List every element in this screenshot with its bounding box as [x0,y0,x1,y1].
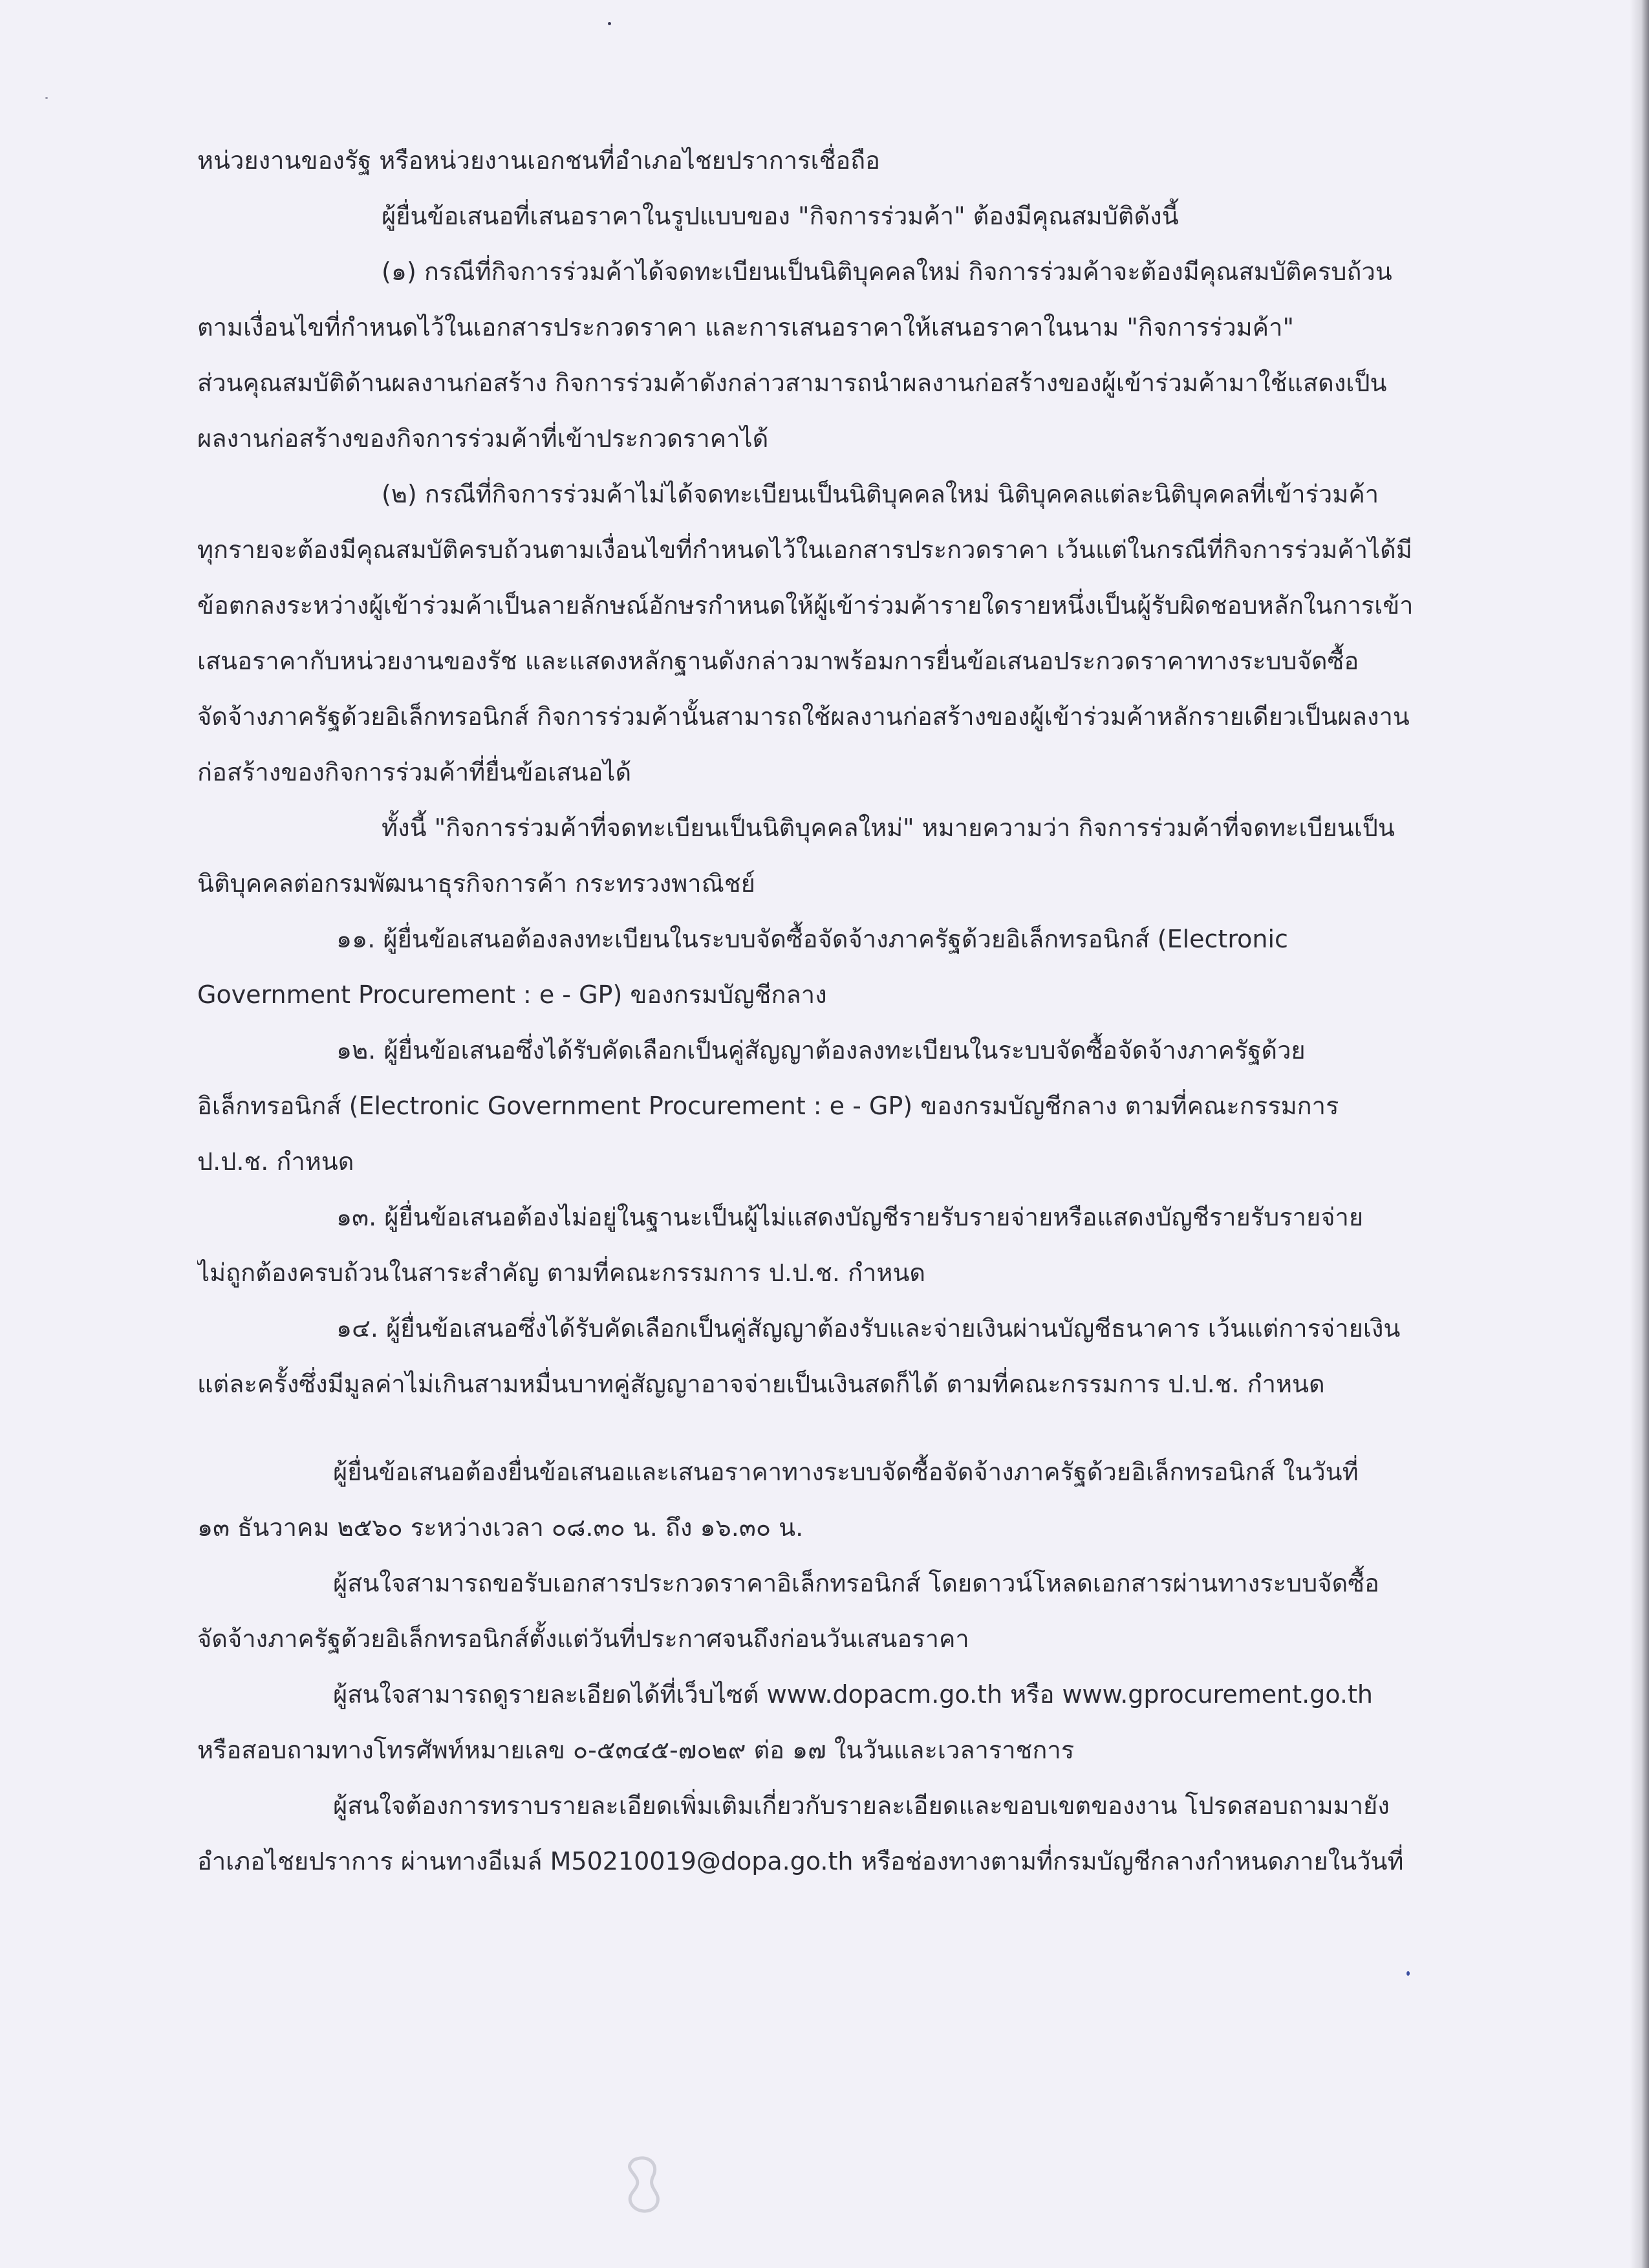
text-line: ทุกรายจะต้องมีคุณสมบัติครบถ้วนตามเงื่อนไขที่กำหนดไว้ในเอกสารประกวดราคา เว้นแต่ในกรณีที่กิจการร่วมค้าได้มี [197,535,1412,564]
text-line: ไม่ถูกต้องครบถ้วนในสาระสำคัญ ตามที่คณะกรรมการ ป.ป.ช. กำหนด [197,1258,926,1287]
text-line: แต่ละครั้งซึ่งมีมูลค่าไม่เกินสามหมื่นบาทคู่สัญญาอาจจ่ายเป็นเงินสดก็ได้ ตามที่คณะกรรมการ ป.ป.ช. กำหนด [197,1370,1325,1398]
text-line: ส่วนคุณสมบัติด้านผลงานก่อสร้าง กิจการร่วมค้าดังกล่าวสามารถนำผลงานก่อสร้างของผู้เข้าร่วมค้ามาใช้แสดงเป็น [197,369,1387,397]
paragraph-gap [197,1412,1445,1444]
text-line: ๑๓ ธันวาคม ๒๕๖๐ ระหว่างเวลา ๐๘.๓๐ น. ถึง ๑๖.๓๐ น. [197,1513,804,1542]
scan-blot [621,2154,666,2215]
scan-speck [608,22,611,25]
document-body [197,133,1445,1889]
text-line: (๑) กรณีที่กิจการร่วมค้าได้จดทะเบียนเป็นนิติบุคคลใหม่ กิจการร่วมค้าจะต้องมีคุณสมบัติครบถ้วน [382,257,1392,286]
text-line: ผู้ยื่นข้อเสนอที่เสนอราคาในรูปแบบของ "กิจการร่วมค้า" ต้องมีคุณสมบัติดังนี้ [382,202,1179,230]
text-line: ผู้สนใจสามารถดูรายละเอียดได้ที่เว็บไซต์ www.dopacm.go.th หรือ www.gprocurement.go.th [333,1680,1373,1709]
text-line: ผู้สนใจต้องการทราบรายละเอียดเพิ่มเติมเกี่ยวกับรายละเอียดและขอบเขตของงาน โปรดสอบถามมายัง [333,1791,1390,1820]
text-line: ๑๔. ผู้ยื่นข้อเสนอซึ่งได้รับคัดเลือกเป็นคู่สัญญาต้องรับและจ่ายเงินผ่านบัญชีธนาคาร เว้นแต่การจ่ายเงิน [336,1314,1401,1343]
text-line: ผู้สนใจสามารถขอรับเอกสารประกวดราคาอิเล็กทรอนิกส์ โดยดาวน์โหลดเอกสารผ่านทางระบบจัดซื้อ [333,1569,1379,1597]
text-line: จัดจ้างภาครัฐด้วยอิเล็กทรอนิกส์ กิจการร่วมค้านั้นสามารถใช้ผลงานก่อสร้างของผู้เข้าร่วมค้าหลักรายเดียวเป็นผลงาน [197,702,1410,731]
scan-speck [45,97,48,99]
text-line: ข้อตกลงระหว่างผู้เข้าร่วมค้าเป็นลายลักษณ์อักษรกำหนดให้ผู้เข้าร่วมค้ารายใดรายหนึ่งเป็นผู้รับผิดชอบหลักในการเข้า [197,591,1414,620]
text-line: ก่อสร้างของกิจการร่วมค้าที่ยื่นข้อเสนอได้ [197,758,632,786]
text-line: นิติบุคคลต่อกรมพัฒนาธุรกิจการค้า กระทรวงพาณิชย์ [197,869,755,898]
text-line: ตามเงื่อนไขที่กำหนดไว้ในเอกสารประกวดราคา และการเสนอราคาให้เสนอราคาในนาม "กิจการร่วมค้า" [197,313,1294,341]
text-line: ๑๒. ผู้ยื่นข้อเสนอซึ่งได้รับคัดเลือกเป็นคู่สัญญาต้องลงทะเบียนในระบบจัดซื้อจัดจ้างภาครัฐด้วย [336,1036,1306,1064]
text-line: ทั้งนี้ "กิจการร่วมค้าที่จดทะเบียนเป็นนิติบุคคลใหม่" หมายความว่า กิจการร่วมค้าที่จดทะเบียนเป็น [382,814,1395,842]
text-line: ผู้ยื่นข้อเสนอต้องยื่นข้อเสนอและเสนอราคาทางระบบจัดซื้อจัดจ้างภาครัฐด้วยอิเล็กทรอนิกส์ ในวันที่ [333,1458,1359,1486]
text-line: ผลงานก่อสร้างของกิจการร่วมค้าที่เข้าประกวดราคาได้ [197,424,769,453]
text-line: Government Procurement : e - GP) ของกรมบัญชีกลาง [197,980,827,1009]
text-line: ป.ป.ช. กำหนด [197,1147,354,1176]
text-line: หรือสอบถามทางโทรศัพท์หมายเลข ๐-๕๓๔๕-๗๐๒๙ ต่อ ๑๗ ในวันและเวลาราชการ [197,1736,1075,1764]
text-line: จัดจ้างภาครัฐด้วยอิเล็กทรอนิกส์ตั้งแต่วันที่ประกาศจนถึงก่อนวันเสนอราคา [197,1625,969,1653]
text-line: หน่วยงานของรัฐ หรือหน่วยงานเอกชนที่อำเภอไชยปราการเชื่อถือ [197,146,880,175]
page-edge-shadow [1630,0,1649,2268]
text-line: อิเล็กทรอนิกส์ (Electronic Government Procurement : e - GP) ของกรมบัญชีกลาง ตามที่คณะกรรมการ [197,1092,1339,1120]
text-line: อำเภอไชยปราการ ผ่านทางอีเมล์ M50210019@dopa.go.th หรือช่องทางตามที่กรมบัญชีกลางกำหนดภายในวันที่ [197,1847,1404,1875]
text-line: เสนอราคากับหน่วยงานของรัช และแสดงหลักฐานดังกล่าวมาพร้อมการยื่นข้อเสนอประกวดราคาทางระบบจัดซื้อ [197,647,1359,675]
text-line: ๑๓. ผู้ยื่นข้อเสนอต้องไม่อยู่ในฐานะเป็นผู้ไม่แสดงบัญชีรายรับรายจ่ายหรือแสดงบัญชีรายรับรายจ่าย [336,1203,1364,1231]
text-line: ๑๑. ผู้ยื่นข้อเสนอต้องลงทะเบียนในระบบจัดซื้อจัดจ้างภาครัฐด้วยอิเล็กทรอนิกส์ (Electronic [336,925,1288,953]
scan-speck [1406,1971,1410,1976]
text-line: (๒) กรณีที่กิจการร่วมค้าไม่ได้จดทะเบียนเป็นนิติบุคคลใหม่ นิติบุคคลแต่ละนิติบุคคลที่เข้าร่วมค้า [382,480,1379,508]
